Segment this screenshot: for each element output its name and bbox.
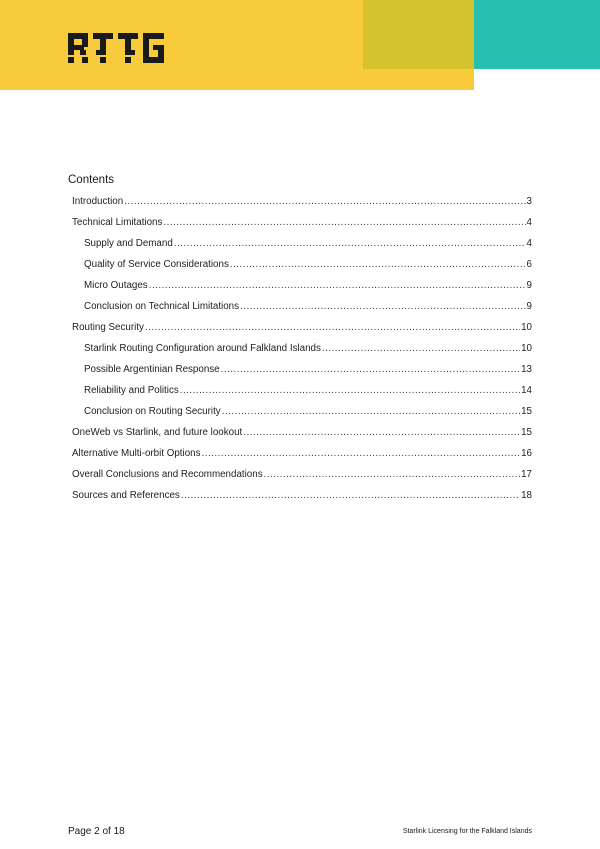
toc-entry[interactable] bbox=[72, 404, 532, 425]
document-title: Starlink Licensing for the Falkland Islands bbox=[402, 828, 532, 835]
toc-entry[interactable] bbox=[72, 299, 532, 320]
toc-entry-label: Overall Conclusions and Recommendations bbox=[72, 469, 263, 480]
toc-entry-label: Micro Outages bbox=[84, 280, 148, 291]
toc-entry-page: 17 bbox=[521, 469, 532, 480]
toc-entry[interactable] bbox=[72, 278, 532, 299]
toc-entry[interactable] bbox=[72, 236, 532, 257]
toc-entry[interactable] bbox=[72, 362, 532, 383]
toc-entry-page: 6 bbox=[526, 259, 532, 270]
toc-entry[interactable] bbox=[72, 467, 532, 488]
toc-dot-leader bbox=[202, 446, 521, 462]
toc-title: Contents bbox=[68, 174, 115, 186]
toc-entry-label: Conclusion on Technical Limitations bbox=[84, 301, 240, 312]
toc-entry-page: 10 bbox=[521, 343, 532, 354]
toc-entry[interactable] bbox=[72, 425, 532, 446]
toc-entry-page: 4 bbox=[526, 238, 532, 249]
toc-entry-page: 3 bbox=[526, 196, 532, 207]
company-logo bbox=[68, 33, 164, 63]
toc-entry-page: 4 bbox=[526, 217, 532, 228]
toc-entry[interactable] bbox=[72, 320, 532, 341]
toc-dot-leader bbox=[145, 320, 520, 336]
toc-dot-leader bbox=[264, 467, 521, 483]
toc-entry[interactable] bbox=[72, 194, 532, 215]
toc-entry-label: Possible Argentinian Response bbox=[84, 364, 220, 375]
table-of-contents bbox=[72, 194, 532, 509]
toc-entry-page: 13 bbox=[521, 364, 532, 375]
toc-dot-leader bbox=[181, 488, 520, 504]
toc-entry-page: 10 bbox=[521, 322, 532, 333]
logo-mark-icon bbox=[68, 33, 164, 63]
toc-entry-page: 16 bbox=[521, 448, 532, 459]
toc-entry-page: 15 bbox=[521, 427, 532, 438]
toc-dot-leader bbox=[240, 299, 526, 315]
toc-dot-leader bbox=[149, 278, 526, 294]
page-number: Page 2 of 18 bbox=[68, 826, 125, 837]
toc-dot-leader bbox=[221, 362, 520, 378]
toc-entry-page: 14 bbox=[521, 385, 532, 396]
toc-entry[interactable] bbox=[72, 341, 532, 362]
header-block-olive bbox=[363, 0, 474, 69]
toc-dot-leader bbox=[243, 425, 520, 441]
toc-dot-leader bbox=[124, 194, 525, 210]
toc-dot-leader bbox=[230, 257, 526, 273]
toc-entry-label: Conclusion on Routing Security bbox=[84, 406, 221, 417]
toc-entry[interactable] bbox=[72, 488, 532, 509]
toc-entry-label: Starlink Routing Configuration around Falkland Islands bbox=[84, 343, 321, 354]
toc-entry[interactable] bbox=[72, 257, 532, 278]
toc-dot-leader bbox=[180, 383, 520, 399]
toc-entry-page: 9 bbox=[526, 280, 532, 291]
toc-entry[interactable] bbox=[72, 215, 532, 236]
toc-entry-label: Reliability and Politics bbox=[84, 385, 179, 396]
toc-entry-page: 18 bbox=[521, 490, 532, 501]
toc-entry[interactable] bbox=[72, 383, 532, 404]
toc-entry-label: Alternative Multi-orbit Options bbox=[72, 448, 201, 459]
toc-dot-leader bbox=[163, 215, 525, 231]
toc-entry-label: Technical Limitations bbox=[72, 217, 163, 228]
toc-dot-leader bbox=[322, 341, 520, 357]
toc-entry-label: Routing Security bbox=[72, 322, 144, 333]
toc-entry-label: Quality of Service Considerations bbox=[84, 259, 229, 270]
toc-entry-label: Introduction bbox=[72, 196, 124, 207]
toc-entry-page: 15 bbox=[521, 406, 532, 417]
toc-entry-page: 9 bbox=[526, 301, 532, 312]
toc-dot-leader bbox=[222, 404, 520, 420]
toc-entry-label: Sources and References bbox=[72, 490, 180, 501]
toc-entry-label: OneWeb vs Starlink, and future lookout bbox=[72, 427, 243, 438]
header-block-teal bbox=[474, 0, 600, 69]
toc-entry[interactable] bbox=[72, 446, 532, 467]
toc-dot-leader bbox=[174, 236, 526, 252]
toc-entry-label: Supply and Demand bbox=[84, 238, 173, 249]
